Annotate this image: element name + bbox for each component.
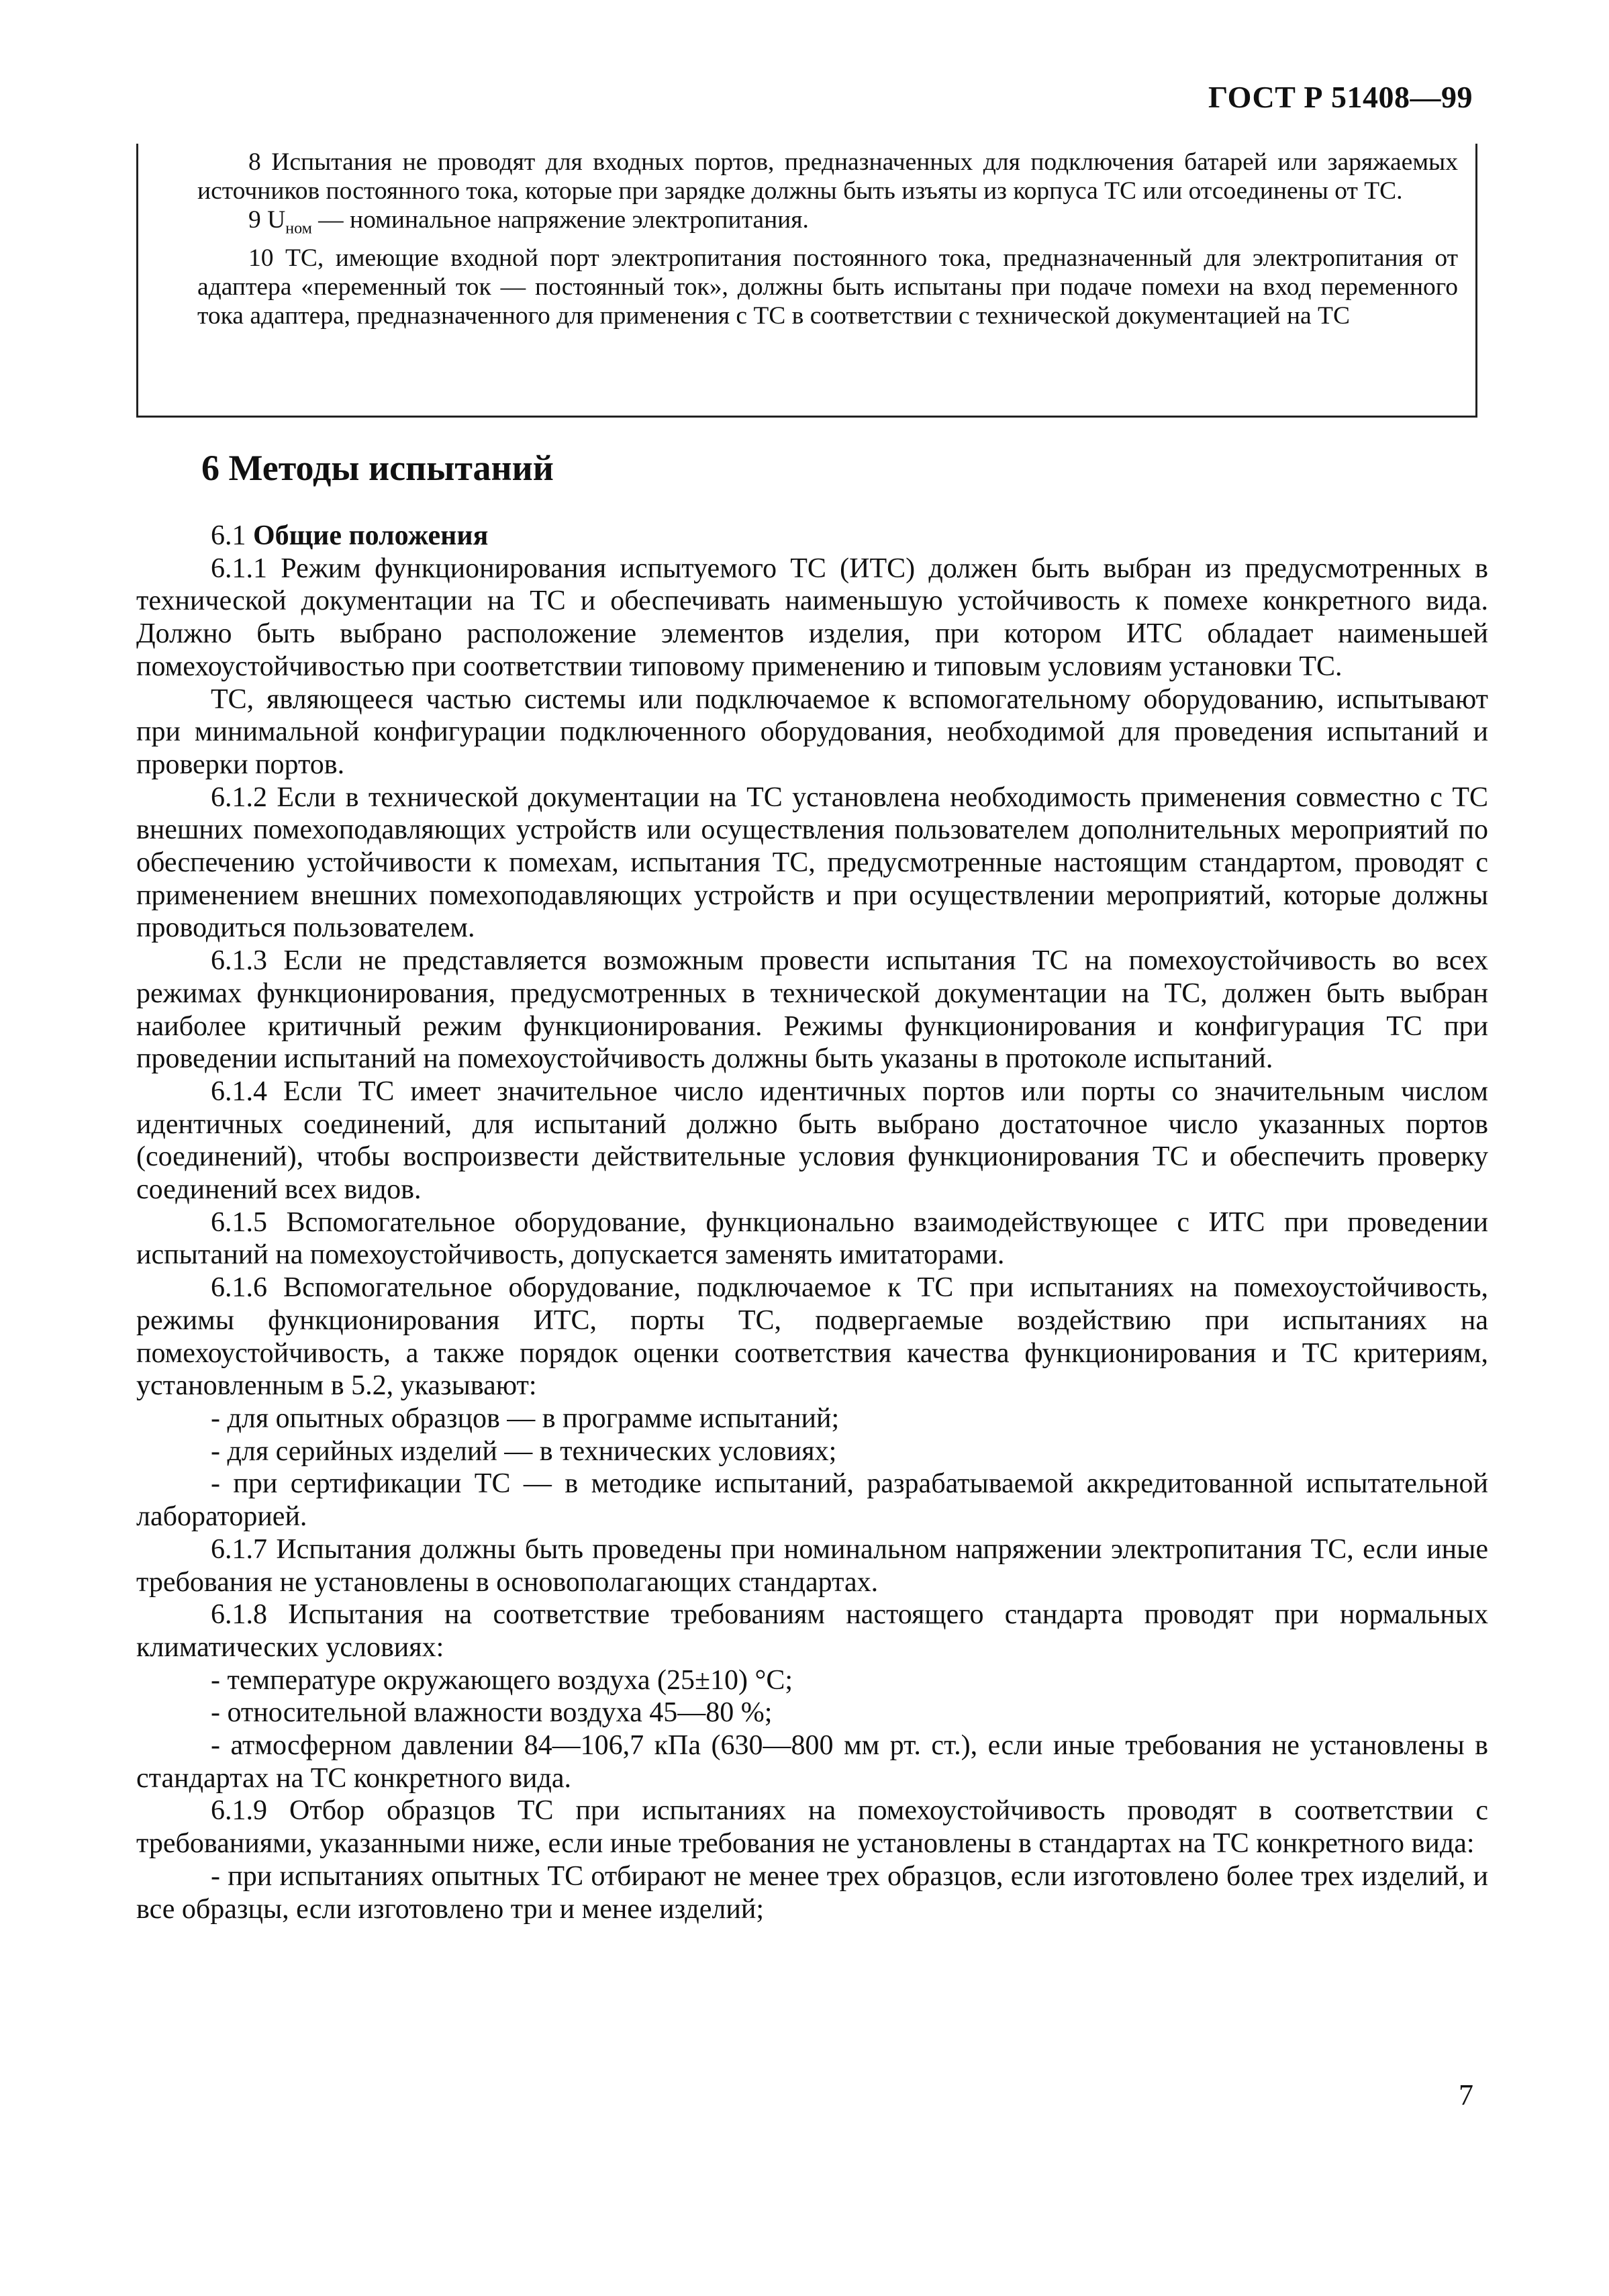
list-item: - атмосферном давлении 84—106,7 кПа (630—800 мм рт. ст.), если иные требования не установлены в стандартах на ТС конкретного вида. bbox=[136, 1730, 1488, 1794]
notes-box bbox=[136, 144, 1477, 418]
subsection-heading bbox=[136, 520, 1488, 553]
subsection-title: Общие положения bbox=[253, 520, 489, 551]
paragraph: 6.1.6 Вспомогательное оборудование, подключаемое к ТС при испытаниях на помехоустойчивость, режимы функционирования ИТС, порты ТС, подвергаемые воздействию при испытаниях на помехоустойчивость, а также порядок оценки соответствия качества функционирования и ТС критериям, установленным в 5.2, указывают: bbox=[136, 1272, 1488, 1402]
list-item: - относительной влажности воздуха 45—80 %; bbox=[211, 1697, 773, 1729]
note-10: 10 ТС, имеющие входной порт электропитания постоянного тока, предназначенный для электропитания от адаптера «переменный ток — постоянный ток», должны быть испытаны при подаче помехи на вход переменного тока адаптера, предназначенного для применения с ТС в соответствии с технической документацией на ТС bbox=[197, 244, 1458, 330]
list-item: - для серийных изделий — в технических условиях; bbox=[211, 1435, 837, 1467]
list-item: - для опытных образцов — в программе испытаний; bbox=[211, 1402, 840, 1434]
paragraph: 6.1.5 Вспомогательное оборудование, функционально взаимодействующее с ИТС при проведении испытаний на помехоустойчивость, допускается заменять имитаторами. bbox=[136, 1206, 1488, 1271]
list-item: - температуре окружающего воздуха (25±10) °С; bbox=[211, 1664, 793, 1696]
page-number: 7 bbox=[1459, 2078, 1473, 2111]
paragraph: 6.1.9 Отбор образцов ТС при испытаниях на помехоустойчивость проводят в соответствии с требованиями, указанными ниже, если иные требования не установлены в стандартах на ТС конкретного вида: bbox=[136, 1795, 1488, 1860]
note-9-subscript: ном bbox=[285, 220, 312, 238]
paragraph: 6.1.8 Испытания на соответствие требованиям настоящего стандарта проводят при нормальных климатических условиях: bbox=[136, 1599, 1488, 1663]
paragraph: ТС, являющееся частью системы или подключаемое к вспомогательному оборудованию, испытывают при минимальной конфигурации подключенного оборудования, необходимой для проведения испытаний и проверки портов. bbox=[136, 683, 1488, 780]
note-8: 8 Испытания не проводят для входных портов, предназначенных для подключения батарей или заряжаемых источников постоянного тока, которые при зарядке должны быть изъяты из корпуса ТС или отсоединены от ТС. bbox=[197, 148, 1458, 205]
paragraph: 6.1.7 Испытания должны быть проведены при номинальном напряжении электропитания ТС, если иные требования не установлены в основополагающих стандартах. bbox=[136, 1533, 1488, 1598]
list-item: - при испытаниях опытных ТС отбирают не менее трех образцов, если изготовлено более трех изделий, и все образцы, если изготовлено три и менее изделий; bbox=[136, 1860, 1488, 1925]
subsection-number: 6.1 bbox=[211, 520, 253, 551]
note-9-suffix: — номинальное напряжение электропитания. bbox=[311, 206, 809, 234]
note-9-prefix: 9 U bbox=[248, 206, 286, 234]
paragraph: 6.1.1 Режим функционирования испытуемого ТС (ИТС) должен быть выбран из предусмотренных в технической документации на ТС и обеспечивать наименьшую устойчивость к помехе конкретного вида. Должно быть выбрано расположение элементов изделия, при котором ИТС обладает наименьшей помехоустойчивостью при соответствии типовому применению и типовым условиям установки ТС. bbox=[136, 553, 1488, 682]
paragraph: 6.1.2 Если в технической документации на ТС установлена необходимость применения совместно с ТС внешних помехоподавляющих устройств или осуществления пользователем дополнительных мероприятий по обеспечению устойчивости к помехам, испытания ТС, предусмотренные настоящим стандартом, проводят с применением внешних помехоподавляющих устройств и при осуществлении мероприятий, которые должны проводиться пользователем. bbox=[136, 781, 1488, 944]
list-item: - при сертификации ТС — в методике испытаний, разрабатываемой аккредитованной испытательной лабораторией. bbox=[136, 1468, 1488, 1533]
document-code-header: ГОСТ Р 51408—99 bbox=[1208, 80, 1473, 114]
paragraph: 6.1.3 Если не представляется возможным провести испытания ТС на помехоустойчивость во всех режимах функционирования, предусмотренных в технической документации на ТС, должен быть выбран наиболее критичный режим функционирования. Режимы функционирования и конфигурация ТС при проведении испытаний на помехоустойчивость должны быть указаны в протоколе испытаний. bbox=[136, 945, 1488, 1075]
section-title: 6 Методы испытаний bbox=[201, 448, 554, 488]
paragraph: 6.1.4 Если ТС имеет значительное число идентичных портов или порты со значительным числом идентичных соединений, для испытаний должно быть выбрано достаточное число указанных портов (соединений), чтобы воспроизвести действительные условия функционирования ТС и обеспечить проверку соединений всех видов. bbox=[136, 1075, 1488, 1206]
note-9 bbox=[197, 205, 1458, 244]
body-text bbox=[136, 520, 1488, 1925]
